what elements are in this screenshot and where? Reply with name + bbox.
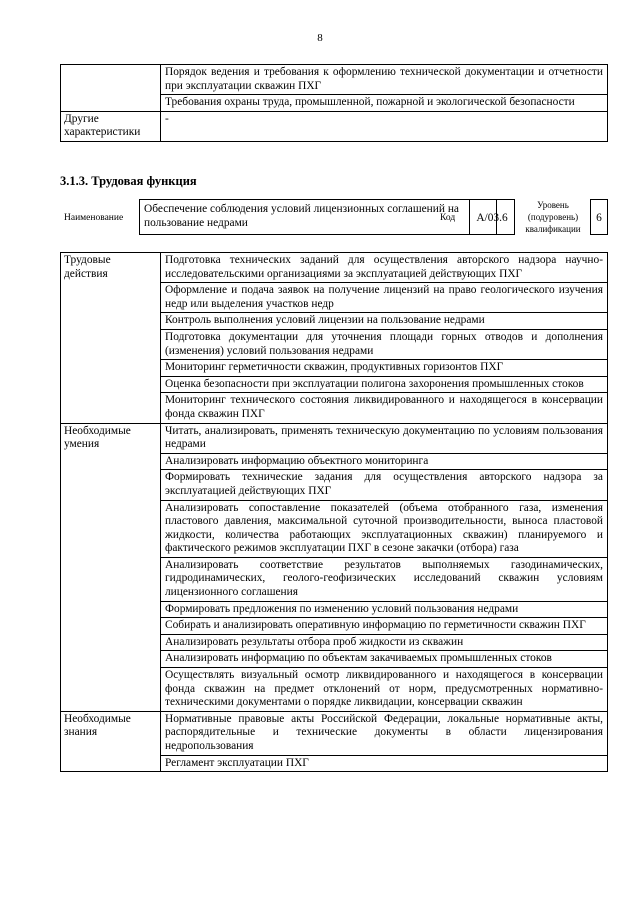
- row-item: Оформление и подача заявок на получение лицензий на право геологического изучения недр или выделения участков недр: [161, 283, 608, 313]
- table-row: [61, 423, 608, 453]
- row-item: Анализировать информацию по объектам закачиваемых промышленных стоков: [161, 651, 608, 668]
- page-number: 8: [317, 32, 323, 44]
- row-item: Порядок ведения и требования к оформлению технической документации и отчетности при эксплуатации скважин ПХГ: [161, 65, 608, 95]
- row-item: Формировать предложения по изменению условий пользования недрами: [161, 601, 608, 618]
- row-item: Оценка безопасности при эксплуатации полигона захоронения промышленных стоков: [161, 376, 608, 393]
- row-item: -: [161, 111, 608, 141]
- table-row: [61, 111, 608, 141]
- code-label: Код: [440, 213, 456, 223]
- function-name-box: Обеспечение соблюдения условий лицензионных соглашений на пользование недрами: [139, 199, 497, 235]
- top-table-body: [61, 65, 608, 142]
- table-row: [61, 65, 608, 95]
- labor-function-table: [60, 252, 608, 772]
- main-table-body: [61, 253, 608, 772]
- row-label: Необходимые умения: [61, 423, 161, 711]
- section-heading: 3.1.3. Трудовая функция: [60, 174, 197, 188]
- function-header: [60, 196, 608, 240]
- row-item: Анализировать сопоставление показателей (объема отобранного газа, изменения пластового давления, максимальной суточной производительности, выноса пластовой жидкости, количества работающих эксплуатационных скважин) планируемого и фактического режимов эксплуатации ПХГ в сезоне закачки (отбора) газа: [161, 500, 608, 557]
- row-item: Мониторинг технического состояния ликвидированного и находящегося в консервации фонда скважин ПХГ: [161, 393, 608, 423]
- qualification-level-label: Уровень (подуровень) квалификации: [525, 200, 581, 234]
- row-item: Регламент эксплуатации ПХГ: [161, 755, 608, 772]
- row-item: Осуществлять визуальный осмотр ликвидированного и находящегося в консервации фонда скважин на предмет отклонений от норм, предусмотренных нормативно-техническими документами о порядке ликвидации, консервации скважин: [161, 668, 608, 712]
- row-item: Анализировать результаты отбора проб жидкости из скважин: [161, 634, 608, 651]
- row-item: Мониторинг герметичности скважин, продуктивных горизонтов ПХГ: [161, 360, 608, 377]
- row-label: [61, 65, 161, 112]
- qualification-level-box: 6: [590, 199, 608, 235]
- row-item: Собирать и анализировать оперативную информацию по герметичности скважин ПХГ: [161, 618, 608, 635]
- row-label: Трудовые действия: [61, 253, 161, 424]
- row-item: Контроль выполнения условий лицензии на пользование недрами: [161, 313, 608, 330]
- row-item: Анализировать соответствие результатов выполняемых газодинамических, гидродинамических, геолого-геофизических исследований скважин условиям лицензионного соглашения: [161, 557, 608, 601]
- name-label: Наименование: [64, 213, 124, 223]
- row-label: Необходимые знания: [61, 711, 161, 771]
- row-label: Другие характеристики: [61, 111, 161, 141]
- table-row: [61, 711, 608, 755]
- table-row: [61, 253, 608, 283]
- row-item: Подготовка документации для уточнения площади горных отводов и дополнения (изменения) условий пользования недрами: [161, 329, 608, 359]
- row-item: Нормативные правовые акты Российской Федерации, локальные нормативные акты, распорядительные и технические документы в области лицензирования недропользования: [161, 711, 608, 755]
- row-item: Читать, анализировать, применять техническую документацию по условиям пользования недрами: [161, 423, 608, 453]
- row-item: Анализировать информацию объектного мониторинга: [161, 453, 608, 470]
- row-item: Требования охраны труда, промышленной, пожарной и экологической безопасности: [161, 95, 608, 112]
- top-characteristics-table: [60, 64, 608, 142]
- row-item: Формировать технические задания для осуществления авторского надзора за эксплуатацией действующих ПХГ: [161, 470, 608, 500]
- function-code-box: А/03.6: [469, 199, 515, 235]
- row-item: Подготовка технических заданий для осуществления авторского надзора научно-исследовательскими организациями за эксплуатацией действующих ПХГ: [161, 253, 608, 283]
